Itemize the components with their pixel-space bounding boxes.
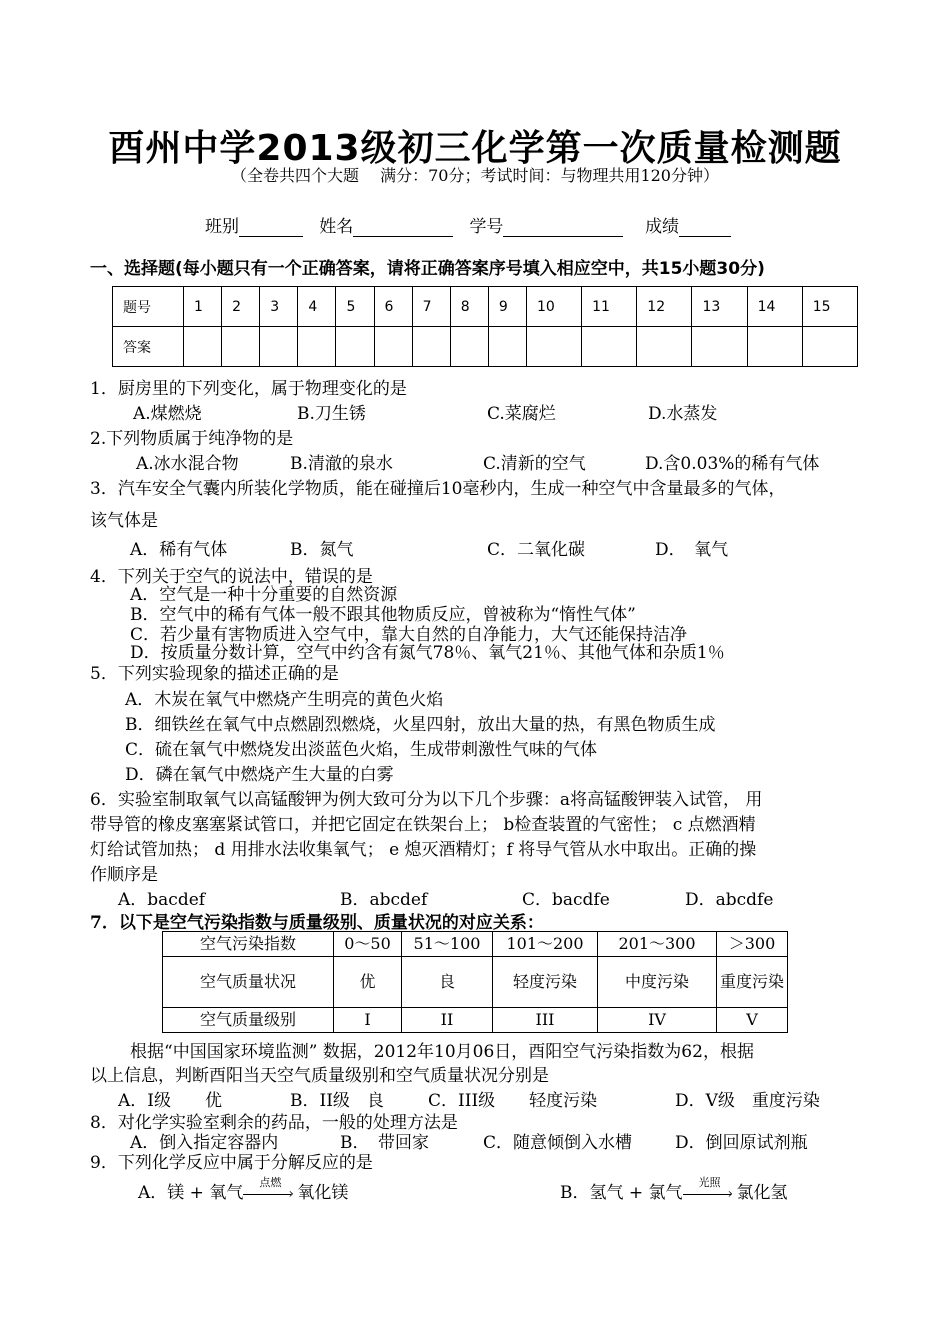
answer-cell[interactable] xyxy=(582,327,637,367)
reactants: A．镁 + 氧气 xyxy=(138,1183,244,1203)
answer-cell[interactable] xyxy=(222,327,260,367)
question-stem: 5．下列实验现象的描述正确的是 xyxy=(90,664,339,684)
products: 氯化氢 xyxy=(736,1183,788,1203)
option-c: C．二氧化碳 xyxy=(487,540,586,560)
score-label: 成绩 xyxy=(645,217,680,237)
number-label: 学号 xyxy=(469,217,504,237)
option-c: C.清新的空气 xyxy=(483,454,586,474)
option-d: D．abcdfe xyxy=(685,890,774,910)
option-c: C．bacdfe xyxy=(522,890,610,910)
option-b: B．空气中的稀有气体一般不跟其他物质反应，曾被称为“惰性气体” xyxy=(130,605,636,625)
option-b: B．II级 良 xyxy=(290,1091,384,1111)
answer-cell[interactable] xyxy=(298,327,336,367)
aqi-table xyxy=(162,931,788,1033)
reaction-condition: 点燃 xyxy=(259,1175,282,1189)
option-a: A．稀有气体 xyxy=(130,540,228,560)
question-stem-cont: 作顺序是 xyxy=(90,865,158,885)
table-cell: 12 xyxy=(637,287,692,327)
reaction-arrow-icon: 光照 › xyxy=(683,1187,737,1201)
table-cell: 201～300 xyxy=(598,932,717,957)
table-cell: 空气质量状况 xyxy=(163,957,334,1008)
option-d: D．按质量分数计算，空气中约含有氮气78％、氧气21％、其他气体和杂质1％ xyxy=(130,643,725,663)
answer-cell[interactable] xyxy=(692,327,747,367)
option-b: B.刀生锈 xyxy=(297,404,366,424)
option-d: D．磷在氧气中燃烧产生大量的白雾 xyxy=(125,765,394,785)
reaction-condition: 光照 xyxy=(698,1175,721,1189)
option-d: D．倒回原试剂瓶 xyxy=(675,1133,808,1153)
option-b: B．abcdef xyxy=(340,890,428,910)
answer-cell[interactable] xyxy=(488,327,526,367)
option-c: C．随意倾倒入水槽 xyxy=(483,1133,633,1153)
table-cell: 6 xyxy=(374,287,412,327)
answer-cell[interactable] xyxy=(526,327,581,367)
answer-cell[interactable] xyxy=(802,327,857,367)
answer-cell[interactable] xyxy=(412,327,450,367)
option-d: D． 氧气 xyxy=(655,540,729,560)
question-stem: 9．下列化学反应中属于分解反应的是 xyxy=(90,1153,373,1173)
table-cell: 中度污染 xyxy=(598,957,717,1008)
number-blank[interactable] xyxy=(503,218,623,237)
option-a: A．I级 优 xyxy=(118,1091,222,1111)
table-cell: 优 xyxy=(334,957,402,1008)
table-cell: 3 xyxy=(260,287,298,327)
table-cell: 4 xyxy=(298,287,336,327)
question-paragraph: 根据“中国国家环境监测” 数据，2012年10月06日，酉阳空气污染指数为62，根据 xyxy=(130,1042,754,1062)
table-cell: 7 xyxy=(412,287,450,327)
question-stem: 4．下列关于空气的说法中，错误的是 xyxy=(90,567,373,587)
question-paragraph: 以上信息，判断酉阳当天空气质量级别和空气质量状况分别是 xyxy=(90,1066,549,1086)
page-title: 酉州中学2013级初三化学第一次质量检测题 xyxy=(108,128,842,169)
answer-cell[interactable] xyxy=(184,327,222,367)
table-cell: 10 xyxy=(526,287,581,327)
option-b: B． 带回家 xyxy=(340,1133,429,1153)
question-stem: 1．厨房里的下列变化，属于物理变化的是 xyxy=(90,379,407,399)
exam-subtitle: （全卷共四个大题 满分：70分；考试时间：与物理共用120分钟） xyxy=(231,166,719,185)
option-c: C．若少量有害物质进入空气中，靠大自然的自净能力，大气还能保持洁净 xyxy=(130,625,688,645)
option-a xyxy=(138,1175,349,1203)
table-cell: 良 xyxy=(402,957,493,1008)
option-d: D．V级 重度污染 xyxy=(675,1091,820,1111)
table-cell: 13 xyxy=(692,287,747,327)
table-cell: 101～200 xyxy=(493,932,598,957)
products: 氧化镁 xyxy=(297,1183,349,1203)
answer-cell[interactable] xyxy=(374,327,412,367)
option-a: A.冰水混合物 xyxy=(136,454,239,474)
option-b: B.清澈的泉水 xyxy=(290,454,393,474)
question-stem: 6．实验室制取氧气以高锰酸钾为例大致可分为以下几个步骤：a将高锰酸钾装入试管， 用 xyxy=(90,790,763,810)
reactants: B．氢气 + 氯气 xyxy=(560,1183,683,1203)
option-b: B．氮气 xyxy=(290,540,354,560)
question-stem: 3．汽车安全气囊内所装化学物质，能在碰撞后10毫秒内，生成一种空气中含量最多的气体， xyxy=(90,479,786,499)
table-cell: IV xyxy=(598,1008,717,1033)
table-row xyxy=(113,287,858,327)
table-cell: 轻度污染 xyxy=(493,957,598,1008)
table-cell: 51～100 xyxy=(402,932,493,957)
table-cell: ＞300 xyxy=(717,932,788,957)
option-a: A.煤燃烧 xyxy=(133,404,202,424)
table-row xyxy=(163,957,788,1008)
table-cell: 11 xyxy=(582,287,637,327)
table-cell: 9 xyxy=(488,287,526,327)
table-cell: 5 xyxy=(336,287,374,327)
question-stem-cont: 灯给试管加热； d 用排水法收集氧气； e 熄灭酒精灯；f 将导气管从水中取出。正确的操 xyxy=(90,840,757,860)
table-cell: V xyxy=(717,1008,788,1033)
table-cell: II xyxy=(402,1008,493,1033)
name-blank[interactable] xyxy=(353,218,453,237)
option-d: D.含0.03%的稀有气体 xyxy=(645,454,820,474)
answer-cell[interactable] xyxy=(260,327,298,367)
name-label: 姓名 xyxy=(319,217,354,237)
option-b xyxy=(560,1175,788,1203)
table-cell: III xyxy=(493,1008,598,1033)
score-blank[interactable] xyxy=(679,218,731,237)
answer-cell[interactable] xyxy=(336,327,374,367)
table-row xyxy=(163,1008,788,1033)
answer-table xyxy=(112,286,858,367)
option-d: D.水蒸发 xyxy=(648,404,718,424)
table-row xyxy=(113,327,858,367)
option-c: C．硫在氧气中燃烧发出淡蓝色火焰，生成带刺激性气味的气体 xyxy=(125,740,598,760)
option-a: A．空气是一种十分重要的自然资源 xyxy=(130,585,398,605)
question-stem: 7．以下是空气污染指数与质量级别、质量状况的对应关系： xyxy=(90,913,544,933)
table-cell: I xyxy=(334,1008,402,1033)
table-cell: 0～50 xyxy=(334,932,402,957)
student-info-row xyxy=(205,212,731,237)
section-heading: 一、选择题(每小题只有一个正确答案，请将正确答案序号填入相应空中，共15小题30分) xyxy=(90,259,765,279)
answer-cell[interactable] xyxy=(637,327,692,367)
option-a: A．倒入指定容器内 xyxy=(130,1133,279,1153)
table-cell: 15 xyxy=(802,287,857,327)
answer-cell[interactable] xyxy=(450,327,488,367)
option-c: C．III级 轻度污染 xyxy=(428,1091,598,1111)
option-a: A．bacdef xyxy=(118,890,206,910)
reaction-arrow-icon: 点燃 › xyxy=(243,1187,297,1201)
question-stem-cont: 带导管的橡皮塞塞紧试管口，并把它固定在铁架台上； b检查装置的气密性； c 点燃酒精 xyxy=(90,815,756,835)
table-cell: 14 xyxy=(747,287,802,327)
question-stem: 8．对化学实验室剩余的药品，一般的处理方法是 xyxy=(90,1113,458,1133)
table-cell: 空气质量级别 xyxy=(163,1008,334,1033)
table-cell: 空气污染指数 xyxy=(163,932,334,957)
class-blank[interactable] xyxy=(239,218,303,237)
class-label: 班别 xyxy=(205,217,239,237)
answer-cell[interactable] xyxy=(747,327,802,367)
table-row xyxy=(163,932,788,957)
option-c: C.菜腐烂 xyxy=(487,404,556,424)
option-a: A．木炭在氧气中燃烧产生明亮的黄色火焰 xyxy=(125,690,444,710)
question-stem: 2.下列物质属于纯净物的是 xyxy=(90,429,294,449)
table-cell: 2 xyxy=(222,287,260,327)
question-stem-cont: 该气体是 xyxy=(90,511,158,531)
table-cell: 8 xyxy=(450,287,488,327)
row-label: 答案 xyxy=(113,327,184,367)
table-cell: 1 xyxy=(184,287,222,327)
option-b: B．细铁丝在氧气中点燃剧烈燃烧，火星四射，放出大量的热，有黑色物质生成 xyxy=(125,715,716,735)
table-cell: 重度污染 xyxy=(717,957,788,1008)
row-label: 题号 xyxy=(113,287,184,327)
